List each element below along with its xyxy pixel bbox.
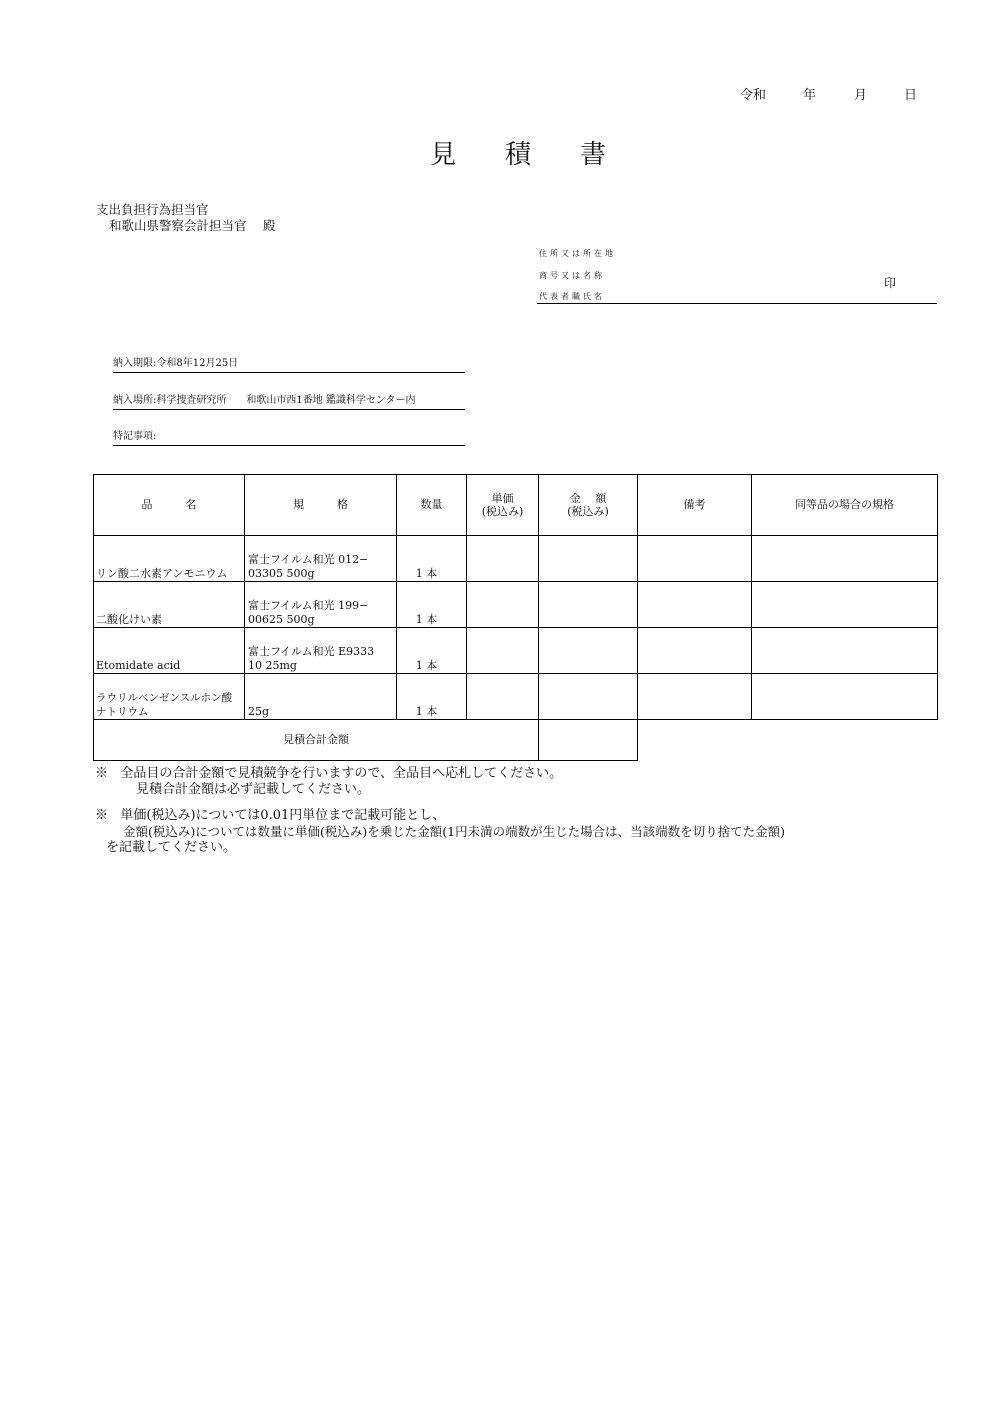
item-note <box>638 628 752 674</box>
header-note: 備考 <box>638 475 752 536</box>
note-2-line1 <box>95 808 785 824</box>
item-name-line1: ラウリルベンゼンスルホン酸 <box>96 692 233 704</box>
table-row <box>94 536 938 582</box>
item-qty <box>397 674 467 720</box>
special-remarks <box>113 431 465 446</box>
total-amount <box>539 720 638 761</box>
header-unit-price-line1: 単価 <box>491 492 514 505</box>
header-spec: 規 格 <box>245 475 397 536</box>
quote-table <box>93 474 938 761</box>
item-equivalent <box>752 628 938 674</box>
item-qty-text: 1 本 <box>415 659 438 672</box>
date-month: 月 <box>854 88 868 103</box>
note-2-line2: 金額(税込み)については数量に単価(税込み)を乗じた金額(1円未満の端数が生じた場合は、当該端数を切り捨てた金額) <box>123 824 785 839</box>
item-name <box>94 674 245 720</box>
item-equivalent <box>752 536 938 582</box>
delivery-place <box>113 395 465 410</box>
title-char: 見 <box>430 140 457 170</box>
table-row <box>94 582 938 628</box>
table-row <box>94 628 938 674</box>
item-spec-line2: 00625 500g <box>248 613 315 626</box>
header-equivalent: 同等品の場合の規格 <box>752 475 938 536</box>
item-spec <box>245 582 397 628</box>
note-2-text1: 単価(税込み)については0.01円単位まで記載可能とし、 <box>120 808 446 823</box>
date-day: 日 <box>904 88 918 103</box>
item-note <box>638 582 752 628</box>
item-amount <box>539 582 638 628</box>
item-amount <box>539 536 638 582</box>
delivery-deadline <box>113 358 465 373</box>
item-amount <box>539 628 638 674</box>
header-unit-price-line2: (税込み) <box>481 505 524 518</box>
header-unit-price <box>467 475 539 536</box>
date-era: 令和 <box>740 88 767 103</box>
vendor-address-label: 住所又は所在地 <box>539 249 616 258</box>
item-spec <box>245 536 397 582</box>
table-row <box>94 674 938 720</box>
seal-mark: 印 <box>884 276 897 290</box>
item-spec-line1: 富士フイルム和光 E9333 <box>248 645 375 658</box>
item-amount <box>539 674 638 720</box>
header-amount <box>539 475 638 536</box>
item-qty-text: 1 本 <box>415 567 438 580</box>
header-name: 品 名 <box>94 475 245 536</box>
item-note <box>638 674 752 720</box>
item-spec-line2: 25g <box>248 705 270 718</box>
item-qty <box>397 582 467 628</box>
item-unit-price <box>467 674 539 720</box>
note-2-line3: を記載してください。 <box>106 840 237 855</box>
item-spec-line1: 富士フイルム和光 012− <box>248 553 369 566</box>
item-equivalent <box>752 674 938 720</box>
note-1-text1: 全品目の合計金額で見積競争を行いますので、全品目へ応札してください。 <box>120 766 563 781</box>
total-blank <box>752 720 938 761</box>
total-row <box>94 720 938 761</box>
title-char: 書 <box>580 140 607 170</box>
note-1-mark: ※ <box>95 766 109 781</box>
header-amount-line2: (税込み) <box>567 505 609 518</box>
item-name-line2: ナトリウム <box>96 706 149 718</box>
item-unit-price <box>467 628 539 674</box>
item-unit-price <box>467 582 539 628</box>
item-spec <box>245 628 397 674</box>
delivery-deadline-text: 納入期限:令和8年12月25日 <box>113 358 239 369</box>
item-name: Etomidate acid <box>94 628 245 674</box>
vendor-rep-label: 代表者職氏名 <box>539 292 605 301</box>
title-char: 積 <box>505 140 532 170</box>
addressee-line1: 支出負担行為担当官 <box>96 202 209 217</box>
item-equivalent <box>752 582 938 628</box>
total-label: 見積合計金額 <box>94 720 539 761</box>
item-qty <box>397 628 467 674</box>
note-1-line2: 見積合計金額は必ず記載してください。 <box>136 782 371 797</box>
item-qty-text: 1 本 <box>415 613 438 626</box>
note-1 <box>95 766 562 798</box>
delivery-place-text: 納入場所:科学捜査研究所 和歌山市西1番地 鑑識科学センター内 <box>113 395 416 406</box>
vendor-underline <box>537 303 937 304</box>
item-spec-line2: 10 25mg <box>248 659 297 672</box>
item-spec-line2: 03305 500g <box>248 567 315 580</box>
item-unit-price <box>467 536 539 582</box>
date-year: 年 <box>803 88 817 103</box>
note-1-line1 <box>95 766 562 782</box>
header-amount-line1: 金 額 <box>569 492 607 505</box>
vendor-company-label: 商号又は名称 <box>539 271 605 280</box>
item-name: 二酸化けい素 <box>94 582 245 628</box>
item-qty <box>397 536 467 582</box>
header-qty: 数量 <box>397 475 467 536</box>
item-spec-line1: 富士フイルム和光 199− <box>248 599 369 612</box>
item-note <box>638 536 752 582</box>
note-2 <box>95 808 785 856</box>
item-spec <box>245 674 397 720</box>
table-header-row <box>94 475 938 536</box>
special-remarks-text: 特記事項: <box>113 431 157 442</box>
addressee-line2: 和歌山県警察会計担当官 殿 <box>109 218 276 233</box>
item-name: リン酸二水素アンモニウム <box>94 536 245 582</box>
total-blank <box>638 720 752 761</box>
note-2-mark: ※ <box>95 808 109 823</box>
item-qty-text: 1 本 <box>415 705 438 718</box>
